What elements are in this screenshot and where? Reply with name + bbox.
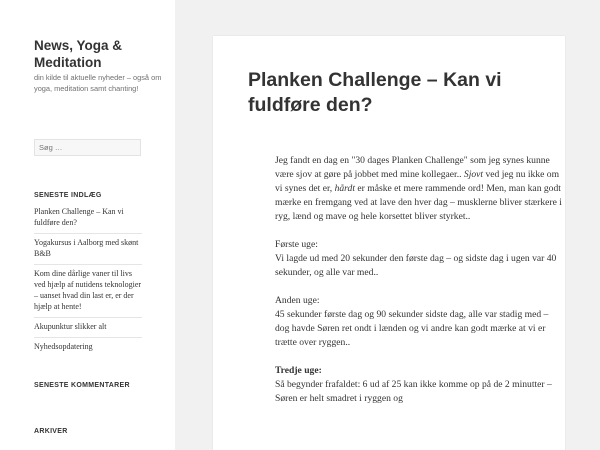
intro-text-b: ved jeg nu ikke om vi synes det er, (275, 169, 560, 194)
sidebar (0, 0, 175, 450)
archives-heading: ARKIVER (34, 428, 68, 435)
recent-post-link[interactable]: Akupunktur slikker alt (34, 322, 107, 331)
post-paragraph-week1 (275, 238, 565, 280)
week3-text: Så begynder frafaldet: 6 ud af 25 kan ikke komme op på de 2 minutter – Søren er helt smadret i ryggen og (275, 379, 552, 404)
recent-comments-heading: SENESTE KOMMENTARER (34, 382, 130, 389)
week1-label: Første uge: (275, 239, 318, 250)
recent-posts-list (34, 206, 142, 357)
site-description: din kilde til aktuelle nyheder – også om yoga, meditation samt chanting! (34, 73, 162, 93)
post-paragraph-week3 (275, 364, 565, 406)
recent-post-link[interactable]: Planken Challenge – Kan vi fuldføre den? (34, 207, 124, 227)
list-item (34, 337, 142, 357)
site-title[interactable]: News, Yoga & Meditation (34, 38, 123, 70)
recent-posts-heading: SENESTE INDLÆG (34, 192, 102, 199)
week2-label: Anden uge: (275, 295, 320, 306)
intro-text-a: Jeg fandt en dag en "30 dages Planken Challenge" som jeg synes kunne være sjov at gøre på jobbet med mine kollegaer.. (275, 155, 550, 180)
post-article (213, 36, 565, 450)
recent-post-link[interactable]: Kom dine dårlige vaner til livs ved hjælp af nutidens teknologier – uanset hvad din last er, er der hjælp at hente! (34, 269, 142, 311)
intro-emphasis-haardt: hårdt (334, 183, 356, 194)
post-content (275, 154, 565, 420)
week3-label: Tredje uge: (275, 365, 322, 376)
week2-text: 45 sekunder første dag og 90 sekunder sidste dag, alle var stadig med – dog havde Søren ret ondt i lænden og vi andre kan godt mærke at vi er trætte over ryggen.. (275, 309, 549, 348)
list-item (34, 233, 142, 264)
recent-post-link[interactable]: Yogakursus i Aalborg med skønt B&B (34, 238, 139, 258)
recent-post-link[interactable]: Nyhedsopdatering (34, 342, 93, 351)
week1-text: Vi lagde ud med 20 sekunder den første dag – og sidste dag i ugen var 40 sekunder, og alle var med.. (275, 253, 557, 278)
post-paragraph-intro (275, 154, 565, 224)
post-title[interactable]: Planken Challenge – Kan vi fuldføre den? (248, 69, 502, 116)
list-item (34, 264, 142, 317)
intro-emphasis-sjovt: Sjovt (463, 169, 484, 180)
search-input[interactable] (34, 139, 141, 156)
list-item (34, 317, 142, 337)
intro-text-c: er måske et mere rammende ord! Men, man kan godt mærke en fremgang ved at lave den hver dag – musklerne bliver stærkere i ryg, lænd og mave og hele korsettet bliver styrket.. (275, 183, 562, 222)
post-paragraph-week2 (275, 294, 565, 350)
list-item (34, 206, 142, 233)
